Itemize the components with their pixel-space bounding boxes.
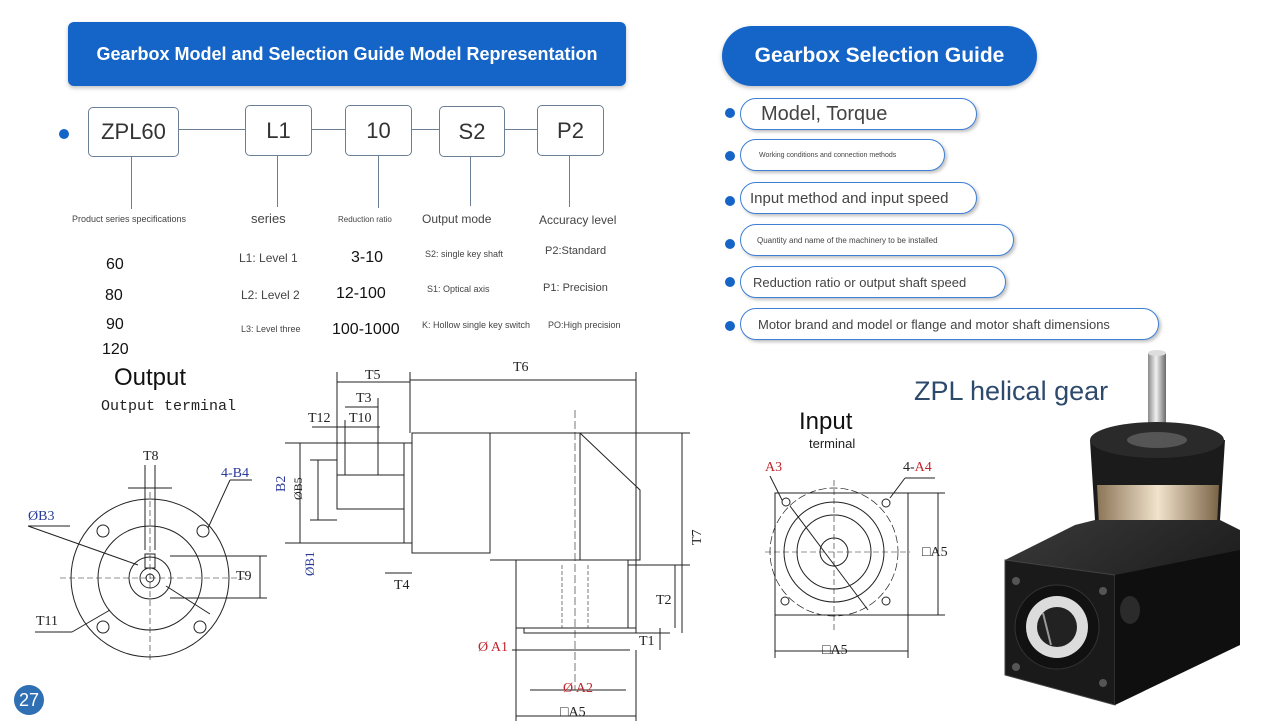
connector-line (569, 155, 570, 207)
dim-b2: B2 (274, 475, 289, 492)
dim-b5: ØB5 (291, 477, 305, 500)
output-mode-value: K: Hollow single key switch (422, 320, 531, 330)
dim-t12: T12 (308, 411, 331, 426)
dim-b3: ØB3 (28, 509, 55, 524)
dim-a1: Ø A1 (478, 640, 508, 655)
side-view-drawing (280, 360, 700, 721)
dim-a2: Ø A2 (563, 681, 593, 696)
output-subtitle: Output terminal (101, 398, 237, 415)
level-value: L3: Level three (241, 324, 301, 334)
right-banner: Gearbox Selection Guide (722, 26, 1037, 86)
guide-bullet (725, 277, 735, 287)
model-bullet (59, 129, 69, 139)
model-box-series: ZPL60 (88, 107, 179, 157)
guide-item: Reduction ratio or output shaft speed (740, 266, 1006, 298)
dim-a5-lower: □A5 (822, 643, 848, 658)
dim-b1: ØB1 (302, 551, 317, 576)
accuracy-value: P1: Precision (543, 282, 608, 294)
dim-a3: A3 (765, 460, 783, 475)
guide-item: Working conditions and connection methods (740, 139, 945, 171)
connector-line (277, 155, 278, 207)
dim-b4: 4-B4 (221, 466, 249, 481)
dim-a5-side: □A5 (922, 545, 948, 560)
guide-bullet (725, 321, 735, 331)
connector-line (504, 129, 537, 130)
dim-a4-label: A4 (914, 460, 932, 475)
dim-t2: T2 (656, 593, 672, 608)
dim-t9: T9 (236, 569, 252, 584)
header-output-mode: Output mode (422, 212, 492, 226)
accuracy-value: P2:Standard (545, 245, 607, 257)
header-ratio: Reduction ratio (338, 215, 392, 224)
dim-t3: T3 (356, 391, 372, 406)
dim-t1: T1 (639, 634, 655, 649)
dim-t11: T11 (36, 614, 59, 629)
dim-a4 (903, 460, 932, 476)
page-number-badge: 27 (14, 685, 44, 715)
ratio-value: 100-1000 (332, 321, 400, 338)
connector-line (378, 155, 379, 208)
connector-line (178, 129, 245, 130)
guide-item: Input method and input speed (740, 182, 977, 214)
dim-t8: T8 (143, 449, 159, 464)
size-value: 60 (106, 256, 124, 273)
dim-t10: T10 (349, 411, 372, 426)
dim-a4-prefix: 4- (903, 460, 915, 475)
header-series-spec: Product series specifications (72, 214, 187, 224)
guide-bullet (725, 196, 735, 206)
output-mode-value: S1: Optical axis (427, 284, 490, 294)
dim-t6: T6 (513, 360, 529, 375)
size-value: 120 (102, 341, 129, 358)
output-mode-value: S2: single key shaft (425, 249, 504, 259)
header-series: series (251, 211, 286, 226)
level-value: L2: Level 2 (241, 288, 300, 302)
dim-a5-bottom: □A5 (560, 705, 586, 720)
header-accuracy: Accuracy level (539, 213, 617, 227)
guide-item: Model, Torque (740, 98, 977, 130)
left-banner: Gearbox Model and Selection Guide Model Representation (68, 22, 626, 86)
connector-line (311, 129, 345, 130)
model-box-output: S2 (439, 106, 505, 157)
output-title: Output (114, 364, 187, 391)
guide-bullet (725, 108, 735, 118)
guide-item: Motor brand and model or flange and motor shaft dimensions (740, 308, 1159, 340)
connector-line (470, 156, 471, 206)
model-box-accuracy: P2 (537, 105, 604, 156)
product-name: ZPL helical gear (914, 376, 1109, 406)
accuracy-value: PO:High precision (548, 320, 621, 330)
size-value: 80 (105, 287, 123, 304)
dim-t4: T4 (394, 578, 410, 593)
input-flange-drawing (760, 460, 950, 665)
model-box-ratio: 10 (345, 105, 412, 156)
connector-line (411, 129, 439, 130)
guide-bullet (725, 151, 735, 161)
model-box-level: L1 (245, 105, 312, 156)
gearbox-product-image (995, 345, 1255, 715)
connector-line (131, 156, 132, 209)
ratio-value: 3-10 (351, 249, 384, 266)
level-value: L1: Level 1 (239, 251, 298, 265)
size-value: 90 (106, 316, 124, 333)
guide-bullet (725, 239, 735, 249)
dim-t5: T5 (365, 368, 381, 383)
input-title: Input (799, 408, 853, 435)
guide-item: Quantity and name of the machinery to be installed (740, 224, 1014, 256)
input-subtitle: terminal (809, 436, 856, 451)
dim-t7: T7 (690, 529, 705, 545)
ratio-value: 12-100 (336, 285, 386, 302)
